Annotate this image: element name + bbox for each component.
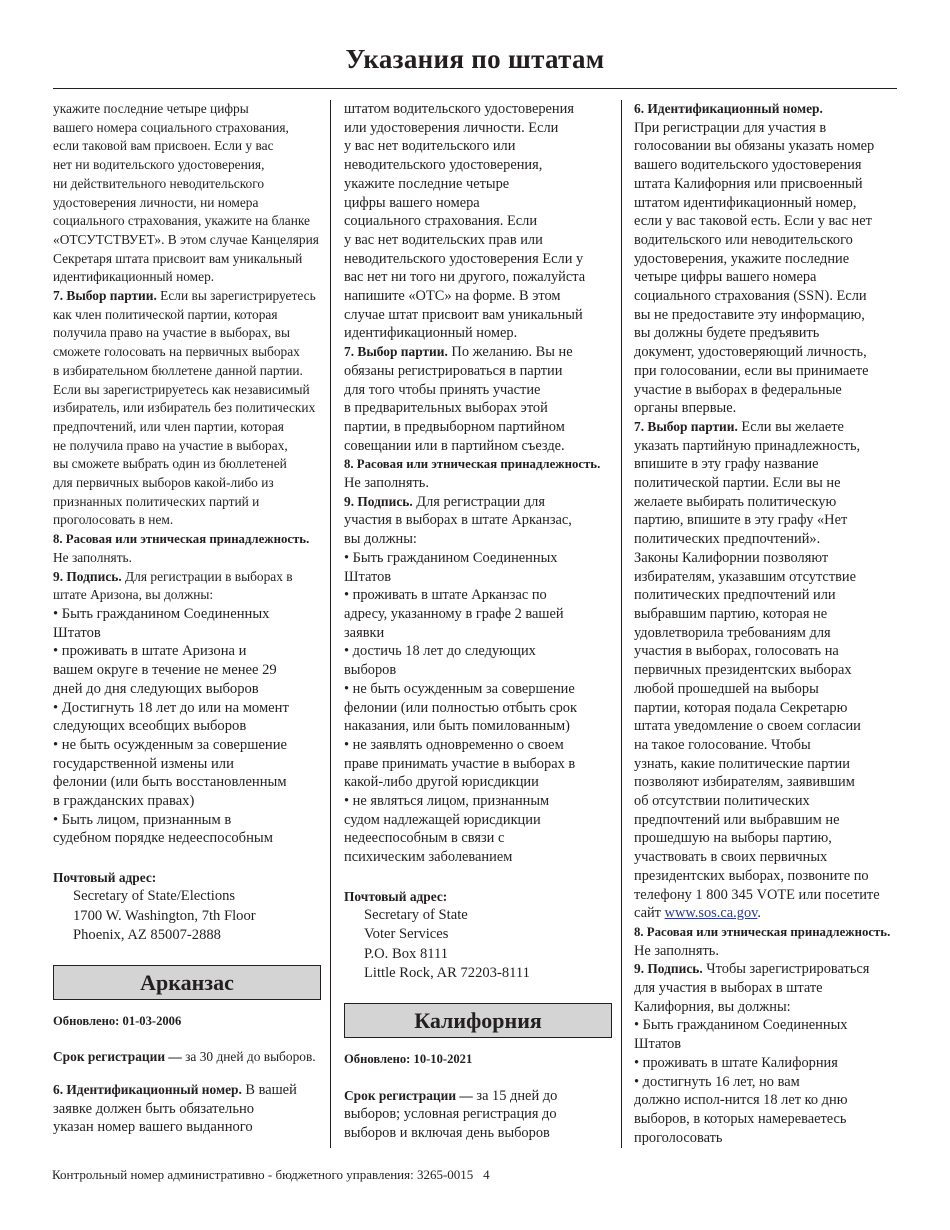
- text-line: у вас нет водительского или: [344, 138, 516, 155]
- text-line: 1700 W. Washington, 7th Floor: [73, 907, 256, 924]
- text-line: праве принимать участие в выборах в: [344, 755, 576, 772]
- text-line: политических предпочтений».: [634, 531, 821, 548]
- text-line: проголосовать: [634, 1129, 723, 1146]
- text-line: заявке должен быть обязательно: [53, 1100, 255, 1117]
- text-line: • проживать в штате Аризона и: [53, 643, 247, 660]
- text-line: предпочтений, или член партии, которая: [53, 418, 284, 434]
- text-line: предпочтений или выбравшим не: [634, 811, 840, 828]
- text-line: • не быть осужденным за совершение: [344, 680, 575, 697]
- text-line: неводительского удостоверения Если у: [344, 250, 584, 267]
- text-line: впишите в эту графу название: [634, 456, 819, 473]
- california-requirements-list: [634, 1016, 902, 1147]
- text-line: партию, впишите в эту графу «Нет: [634, 512, 848, 529]
- arizona-signature-label: 9. Подпись.: [53, 568, 122, 584]
- california-updated: Обновлено: 10-10-2021: [344, 1051, 473, 1066]
- text-line: для того чтобы принять участие: [344, 381, 541, 398]
- text-line: вашего номера социального страхования,: [53, 119, 289, 135]
- text-line: Secretary of State: [364, 906, 468, 923]
- sos-website-link[interactable]: www.sos.ca.gov: [664, 905, 758, 922]
- arkansas-race-label: 8. Расовая или этническая принадлежность.: [344, 457, 601, 472]
- text-line: • достичь 18 лет до следующих: [344, 643, 536, 660]
- column-arizona: [53, 100, 321, 1137]
- california-signature-heading-line: 9. Подпись. Чтобы зарегистрироваться: [634, 961, 870, 978]
- text-line: партии, в предвыборном партийном: [344, 418, 565, 435]
- text-line: • Достигнуть 18 лет до или на момент: [53, 699, 289, 716]
- text-line: четыре цифры вашего номера: [634, 269, 817, 286]
- text-line: или удостоверения личности. Если: [344, 119, 559, 136]
- text-line: фелонии (или быть восстановленным: [53, 774, 287, 791]
- text-line: Законы Калифорнии позволяют: [634, 549, 829, 566]
- text-line: избиратель, или избиратель без политических: [53, 400, 316, 416]
- text-line: избирателям, указавшим отсутствие: [634, 568, 856, 585]
- text-line: Voter Services: [364, 926, 449, 943]
- text-line: напишите «ОТС» на форме. В этом: [344, 288, 561, 305]
- text-line: как член политической партии, которая: [53, 306, 278, 322]
- text-line: при голосовании, если вы принимаете: [634, 362, 869, 379]
- arkansas-mail-address: [344, 906, 612, 984]
- text-line: получила право на участие в выборах, вы: [53, 325, 290, 341]
- text-line: в избирательном бюллетене данной партии.: [53, 362, 303, 378]
- text-line: штате Аризона, вы должны:: [53, 587, 214, 603]
- page-number: 4: [483, 1167, 490, 1182]
- text-line: вы должны:: [344, 531, 417, 548]
- text-line: на такое голосование. Чтобы: [634, 736, 811, 753]
- text-line: идентификационный номер.: [53, 269, 215, 285]
- text-line: • проживать в штате Калифорния: [634, 1054, 838, 1071]
- text-line: • не быть осужденным за совершение: [53, 736, 288, 753]
- text-line: политической партии. Если вы не: [634, 475, 841, 492]
- text-line: • не являться лицом, признанным: [344, 793, 550, 810]
- text-line: удостоверения, укажите последние: [634, 250, 850, 267]
- text-line: наказания, или быть помилованным): [344, 718, 570, 735]
- text-line: социального страхования. Если: [344, 213, 538, 230]
- california-race-text: Не заполнять.: [634, 942, 719, 959]
- text-line: участия в выборах, голосовать на: [634, 643, 839, 660]
- text-line: для первичных выборов какой-либо из: [53, 475, 274, 491]
- text-line: нет ни водительского удостоверения,: [53, 157, 265, 173]
- text-line: «ОТСУТСТВУЕТ». В этом случае Канцелярия: [53, 231, 319, 247]
- text-line: социального страхования, укажите на бланке: [53, 213, 310, 229]
- text-line: первичных президентских выборах: [634, 662, 852, 679]
- text-line: у вас нет водительских прав или: [344, 231, 543, 248]
- text-line: государственной измены или: [53, 755, 234, 772]
- arkansas-party-label: 7. Выбор партии.: [344, 344, 448, 360]
- text-line: указать партийную принадлежность,: [634, 437, 861, 454]
- text-line: случае штат присвоит вам уникальный: [344, 306, 583, 323]
- text-line: Секретаря штата присвоит вам уникальный: [53, 250, 303, 266]
- text-line: водительского или неводительского: [634, 231, 853, 248]
- text-line: в предварительных выборах этой: [344, 400, 548, 417]
- text-line: партии, которая подала Секретарю: [634, 699, 848, 716]
- text-line: • проживать в штате Арканзас по: [344, 587, 547, 604]
- text-line: • Быть гражданином Соединенных: [53, 605, 270, 622]
- text-line: судом надлежащей юрисдикции: [344, 811, 541, 828]
- text-line: выборов, в которых намереваетесь: [634, 1110, 847, 1127]
- arkansas-id-text: [53, 1100, 321, 1137]
- text-line: участвовать в своих первичных: [634, 849, 828, 866]
- arizona-mail-label: Почтовый адрес:: [53, 870, 157, 886]
- text-line: вы должны будете предъявить: [634, 325, 820, 342]
- text-line: участие в выборах в федеральные: [634, 381, 842, 398]
- text-line: если таковой вам присвоен. Если у вас: [53, 138, 274, 154]
- text-line: Little Rock, AR 72203-8111: [364, 965, 530, 982]
- text-line: узнать, какие политические партии: [634, 755, 850, 772]
- arizona-signature-heading-line: 9. Подпись. Для регистрации в выборах в: [53, 568, 293, 584]
- omb-control-number: Контрольный номер административно - бюджетного управления: 3265-0015: [52, 1167, 474, 1182]
- text-line: об отсутствии политических: [634, 793, 810, 810]
- text-line: неводительского удостоверения,: [344, 157, 543, 174]
- text-line: штатом идентификационный номер,: [634, 194, 857, 211]
- text-line: удостоверения личности, ни номера: [53, 194, 259, 210]
- arizona-party-label: 7. Выбор партии.: [53, 288, 157, 304]
- arizona-party-text: [53, 306, 321, 530]
- text-line: укажите последние четыре цифры: [53, 101, 249, 116]
- text-line: социального страхования (SSN). Если: [634, 288, 867, 305]
- text-line: прошедшую на выборы партию,: [634, 830, 832, 847]
- column-divider-1: [330, 100, 331, 1148]
- text-line: судебном порядке недееспособным: [53, 830, 273, 847]
- text-line: какой-либо другой юрисдикции: [344, 774, 539, 791]
- text-line: телефону 1 800 345 VOTE или посетите: [634, 886, 880, 903]
- arizona-race-text: Не заполнять.: [53, 549, 133, 565]
- text-line: сможете голосовать на первичных выборах: [53, 344, 300, 360]
- text-line: выборов; условная регистрация до: [344, 1106, 557, 1123]
- text-line: Штатов: [53, 624, 101, 641]
- text-line: P.O. Box 8111: [364, 945, 449, 962]
- page-footer: [52, 1167, 490, 1183]
- arizona-id-continued: [53, 100, 321, 287]
- text-line: штата уведомление о своем согласии: [634, 718, 861, 735]
- california-id-label: 6. Идентификационный номер.: [634, 101, 823, 116]
- text-line: Штатов: [344, 568, 392, 585]
- state-heading-california: Калифорния: [344, 1003, 612, 1038]
- text-line: вы не предоставите эту информацию,: [634, 306, 865, 323]
- text-line: позволяют избирателям, заявившим: [634, 774, 855, 791]
- text-line: президентских выборах, позвоните по: [634, 867, 869, 884]
- text-line: • не заявлять одновременно о своем: [344, 736, 564, 753]
- arkansas-updated: Обновлено: 01-03-2006: [53, 1013, 182, 1028]
- arkansas-signature-heading-line: 9. Подпись. Для регистрации для: [344, 493, 545, 510]
- title-divider: [53, 88, 897, 89]
- column-arkansas: [344, 100, 612, 1143]
- text-line: следующих всеобщих выборов: [53, 718, 247, 735]
- arkansas-id-heading-line: 6. Идентификационный номер. В вашей: [53, 1082, 297, 1099]
- california-website-line: сайт www.sos.ca.gov.: [634, 905, 762, 922]
- text-line: любой прошедшей на выборы: [634, 680, 819, 697]
- arkansas-id-continued: [344, 100, 612, 343]
- california-deadline-label: Срок регистрации —: [344, 1087, 473, 1103]
- text-line: документ, удостоверяющий личность,: [634, 344, 867, 361]
- text-line: вашем округе в течение не менее 29: [53, 662, 277, 679]
- text-line: выбравшим партию, которая не: [634, 605, 828, 622]
- california-party-label: 7. Выбор партии.: [634, 418, 738, 434]
- arizona-requirements-list: [53, 605, 321, 848]
- arkansas-signature-label: 9. Подпись.: [344, 493, 413, 509]
- text-line: • достигнуть 16 лет, но вам: [634, 1073, 800, 1090]
- text-line: психическим заболеванием: [344, 849, 513, 866]
- arkansas-requirements-list: [344, 549, 612, 867]
- arkansas-race-text: Не заполнять.: [344, 475, 429, 492]
- text-line: совещании или в партийном съезде.: [344, 437, 565, 454]
- column-california: [634, 100, 902, 1147]
- text-line: штата Калифорния или присвоенный: [634, 175, 863, 192]
- california-signature-text: [634, 979, 902, 1016]
- california-signature-label: 9. Подпись.: [634, 961, 703, 977]
- text-line: Штатов: [634, 1036, 682, 1053]
- text-line: для участия в выборах в штате: [634, 980, 823, 997]
- california-id-text: [634, 119, 902, 418]
- arizona-signature-text: [53, 586, 321, 605]
- text-line: вы сможете выбрать один из бюллетеней: [53, 456, 287, 472]
- text-line: Калифорния, вы должны:: [634, 998, 791, 1015]
- text-line: • Быть гражданином Соединенных: [344, 549, 558, 566]
- text-line: голосовании вы обязаны указать номер: [634, 138, 875, 155]
- text-line: политических предпочтений или: [634, 587, 836, 604]
- text-line: фелонии (или полностью отбыть срок: [344, 699, 577, 716]
- text-line: проголосовать в нем.: [53, 512, 174, 528]
- text-line: штатом водительского удостоверения: [344, 101, 574, 117]
- text-line: желаете выбирать политическую: [634, 493, 837, 510]
- california-deadline-text: [344, 1105, 612, 1142]
- text-line: укажите последние четыре: [344, 175, 510, 192]
- text-line: выборов и включая день выборов: [344, 1124, 550, 1141]
- text-line: дней до дня следующих выборов: [53, 680, 259, 697]
- california-party-text: [634, 437, 902, 905]
- text-line: Phoenix, AZ 85007-2888: [73, 927, 221, 944]
- text-line: цифры вашего номера: [344, 194, 480, 211]
- text-line: вас нет ни того ни другого, пожалуйста: [344, 269, 586, 286]
- california-party-heading-line: 7. Выбор партии. Если вы желаете: [634, 418, 844, 435]
- arkansas-id-label: 6. Идентификационный номер.: [53, 1082, 242, 1098]
- text-line: ни действительного неводительского: [53, 175, 265, 191]
- california-deadline: Срок регистрации — за 15 дней до: [344, 1087, 558, 1104]
- arizona-party-heading-line: 7. Выбор партии. Если вы зарегистрируетесь: [53, 288, 316, 304]
- text-line: Если вы зарегистрируетесь как независимый: [53, 381, 310, 397]
- arkansas-deadline: Срок регистрации — за 30 дней до выборов.: [53, 1049, 316, 1065]
- text-line: признанных политических партий и: [53, 493, 260, 509]
- state-heading-arkansas: Арканзас: [53, 965, 321, 1000]
- arkansas-mail-label: Почтовый адрес:: [344, 888, 448, 904]
- text-line: не получила право на участие в выборах,: [53, 437, 288, 453]
- arkansas-deadline-label: Срок регистрации —: [53, 1049, 182, 1065]
- page-title: Указания по штатам: [345, 44, 605, 74]
- text-line: если у вас таковой есть. Если у вас нет: [634, 213, 872, 230]
- text-line: в гражданских правах): [53, 793, 195, 810]
- text-line: вашего водительского удостоверения: [634, 157, 862, 174]
- text-line: обязаны регистрироваться в партии: [344, 362, 563, 379]
- text-line: удовлетворила требованиям для: [634, 624, 831, 641]
- text-line: • Быть гражданином Соединенных: [634, 1017, 848, 1034]
- text-line: участия в выборах в штате Арканзас,: [344, 512, 572, 529]
- arkansas-party-heading-line: 7. Выбор партии. По желанию. Вы не: [344, 344, 573, 361]
- text-line: адресу, указанному в графе 2 вашей: [344, 605, 564, 622]
- arkansas-party-text: [344, 362, 612, 456]
- arizona-mail-address: [53, 887, 321, 946]
- text-line: органы впервые.: [634, 400, 737, 417]
- column-divider-2: [621, 100, 622, 1148]
- text-line: заявки: [344, 624, 385, 641]
- text-line: Secretary of State/Elections: [73, 888, 236, 905]
- text-line: указан номер вашего выданного: [53, 1119, 253, 1136]
- text-line: выборов: [344, 662, 397, 679]
- text-line: недееспособным в связи с: [344, 830, 505, 847]
- text-line: идентификационный номер.: [344, 325, 518, 342]
- arizona-race-label: 8. Расовая или этническая принадлежность.: [53, 532, 310, 547]
- text-line: должно испол-нится 18 лет ко дню: [634, 1092, 848, 1109]
- text-line: • Быть лицом, признанным в: [53, 811, 232, 828]
- text-line: При регистрации для участия в: [634, 119, 827, 136]
- arkansas-signature-text: [344, 511, 612, 548]
- california-race-label: 8. Расовая или этническая принадлежность.: [634, 924, 891, 939]
